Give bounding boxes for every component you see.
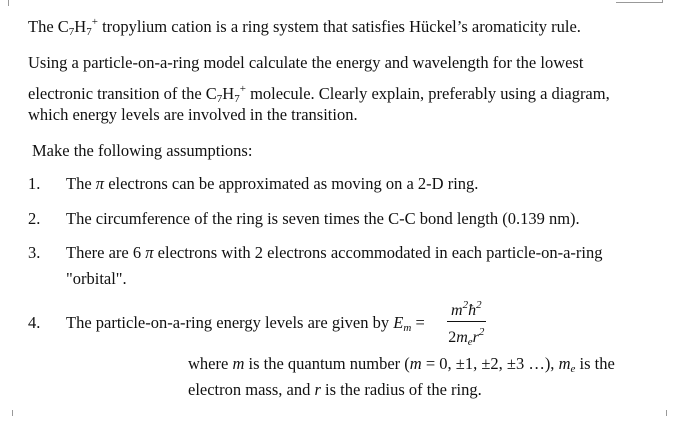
corner-mark-bottom-right [666,410,667,416]
corner-mark-top-left [8,0,9,6]
formula-numerator: $m^2ħ^2$ [447,296,486,322]
corner-mark-top-right [616,2,663,3]
list-number-4: 4. [28,313,41,332]
list-item-3-line-2: "orbital". [66,269,127,288]
task-line-1: Using a particle-on-a-ring model calculate the energy and wavelength for the lowest [28,53,584,72]
formula-denominator: $2m_er^2$ [448,326,485,348]
where-line-2: electron mass, and r is the radius of the ring. [188,380,482,399]
list-item-3-line-1: There are 6 π electrons with 2 electrons accommodated in each particle-on-a-ring [66,243,603,262]
corner-mark-top-right-tick [662,0,663,3]
assumptions-heading: Make the following assumptions: [32,141,253,160]
list-number-1: 1. [28,174,41,193]
list-item-2: The circumference of the ring is seven times the C-C bond length (0.139 nm). [66,209,580,228]
task-line-3: which energy levels are involved in the transition. [28,105,358,124]
energy-formula-fraction [447,296,486,351]
corner-mark-bottom-left [12,410,13,416]
list-number-3: 3. [28,243,41,262]
where-line-1: where m is the quantum number (m = 0, ±1, ±2, ±3 …), $m_e$ is the [188,354,615,375]
list-item-1: The π electrons can be approximated as moving on a 2-D ring. [66,174,479,193]
task-line-2: electronic transition of the $C_7H_7^+$ molecule. Clearly explain, preferably using a diagram, [28,83,610,105]
list-number-2: 2. [28,209,41,228]
list-item-4: The particle-on-a-ring energy levels are given by $E_m$ = [66,313,425,334]
intro-line: The $C_7H_7^+$ tropylium cation is a ring system that satisfies Hückel’s aromaticity rule. [28,16,581,38]
